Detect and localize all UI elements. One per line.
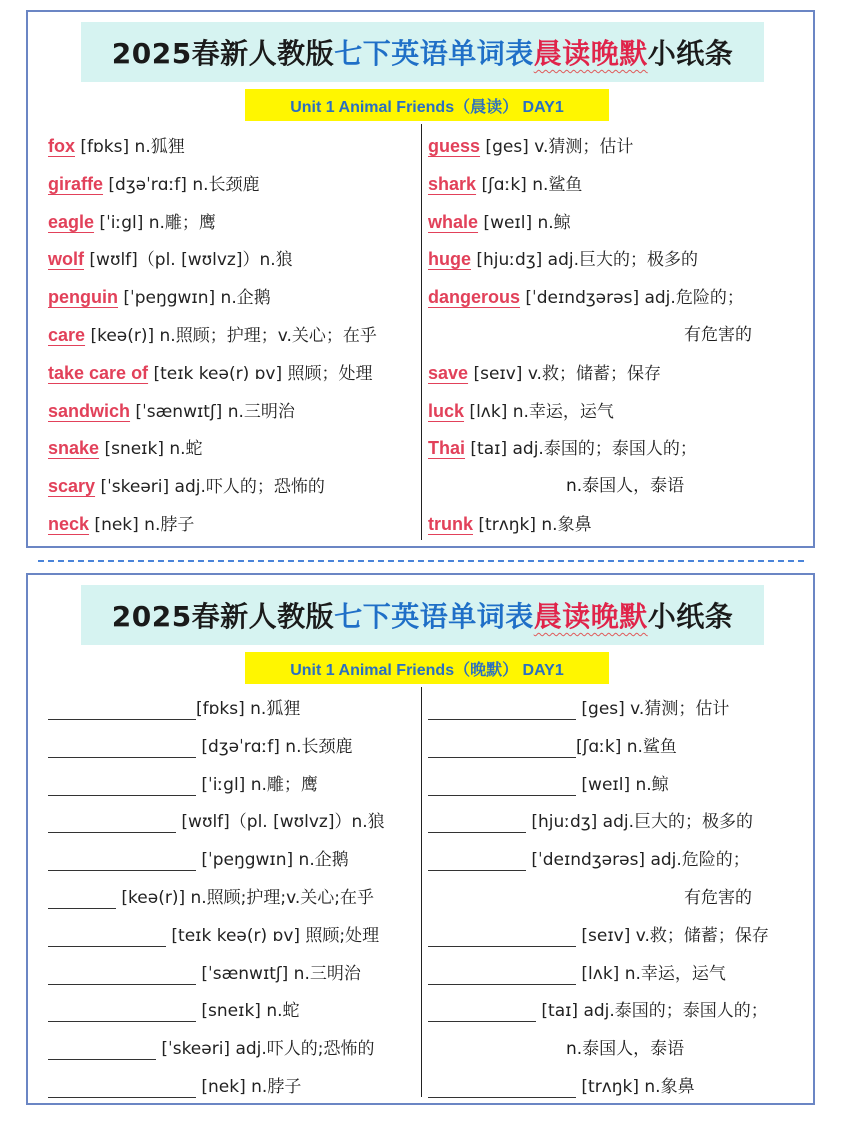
list-item <box>428 842 808 880</box>
phonetic-definition: [ˈdeɪndʒərəs] adj.危险的； <box>520 288 744 309</box>
phonetic-definition: [teɪk keə(r) ɒv] 照顾；处理 <box>148 363 373 384</box>
list-item <box>428 993 808 1031</box>
vocab-word: whale <box>428 211 479 232</box>
morning-card <box>26 10 815 548</box>
list-item <box>48 393 418 431</box>
list-item <box>428 880 808 918</box>
left-word-column <box>48 128 418 544</box>
list-item <box>48 767 418 805</box>
list-item <box>428 166 808 204</box>
fill-blank[interactable] <box>428 850 526 871</box>
phonetic-definition: [dʒəˈrɑːf] n.长颈鹿 <box>103 174 260 195</box>
title-part-1: 2025春新人教版 <box>111 37 335 70</box>
unit-subtitle: Unit 1 Animal Friends（晚默） DAY1 <box>245 652 609 684</box>
fill-blank[interactable] <box>428 926 576 947</box>
vocab-word: snake <box>48 438 100 459</box>
list-item <box>48 842 418 880</box>
list-item <box>48 804 418 842</box>
phonetic-definition: [weɪl] n.鲸 <box>576 774 669 795</box>
list-item <box>428 128 808 166</box>
phonetic-definition: [ˈsænwɪtʃ] n.三明治 <box>196 963 361 984</box>
phonetic-definition: [taɪ] adj.泰国的；泰国人的； <box>465 439 697 460</box>
phonetic-definition: [ˈskeəri] adj.吓人的；恐怖的 <box>95 477 325 498</box>
phonetic-definition: [trʌŋk] n.象鼻 <box>576 1076 695 1097</box>
phonetic-definition: [weɪl] n.鲸 <box>478 212 571 233</box>
list-item <box>48 279 418 317</box>
phonetic-definition: [taɪ] adj.泰国的；泰国人的； <box>536 1001 768 1022</box>
vocab-word: neck <box>48 513 90 534</box>
phonetic-definition: [ʃɑːk] n.鲨鱼 <box>476 174 583 195</box>
phonetic-definition: [wʊlf]（pl. [wʊlvz]）n.狼 <box>84 250 293 271</box>
right-blank-column <box>428 691 808 1107</box>
phonetic-definition: [ˈskeəri] adj.吓人的;恐怖的 <box>156 1039 375 1060</box>
cut-line <box>38 560 804 562</box>
fill-blank[interactable] <box>428 775 576 796</box>
vocab-word: fox <box>48 136 75 156</box>
vocab-word: sandwich <box>48 400 131 421</box>
phonetic-definition: [trʌŋk] n.象鼻 <box>473 514 592 535</box>
fill-blank[interactable] <box>428 737 576 758</box>
phonetic-definition: [nek] n.脖子 <box>196 1076 302 1097</box>
title-part-4: 小纸条 <box>647 600 734 633</box>
list-item <box>48 204 418 242</box>
definition-continued: n.泰国人，泰语 <box>566 1039 685 1060</box>
vocab-word: care <box>48 324 86 345</box>
phonetic-definition: [ˈpeŋgwɪn] n.企鹅 <box>196 850 349 871</box>
phonetic-definition: [sneɪk] n.蛇 <box>196 1001 300 1022</box>
phonetic-definition: [wʊlf]（pl. [wʊlvz]）n.狼 <box>176 812 385 833</box>
phonetic-definition: [ges] v.猜测；估计 <box>480 137 634 157</box>
list-item <box>48 729 418 767</box>
column-divider <box>421 124 422 540</box>
list-item <box>48 956 418 994</box>
title-part-4: 小纸条 <box>647 37 734 70</box>
vocab-word: save <box>428 362 469 383</box>
definition-continued: 有危害的 <box>684 324 752 345</box>
title-part-3: 晨读晚默 <box>533 37 648 70</box>
phonetic-definition: [fɒks] n.狐狸 <box>196 699 301 719</box>
definition-continued: n.泰国人，泰语 <box>566 476 685 497</box>
list-item <box>48 355 418 393</box>
list-item <box>48 430 418 468</box>
list-item <box>428 355 808 393</box>
fill-blank[interactable] <box>48 964 196 985</box>
left-blank-column <box>48 691 418 1107</box>
fill-blank[interactable] <box>48 775 196 796</box>
fill-blank[interactable] <box>48 812 176 833</box>
vocab-word: huge <box>428 249 471 270</box>
vocab-word: Thai <box>428 438 466 459</box>
phonetic-definition: [teɪk keə(r) ɒv] 照顾;处理 <box>166 925 380 946</box>
title-part-2: 七下英语单词表 <box>334 600 534 633</box>
definition-continued: 有危害的 <box>684 887 752 908</box>
vocab-word: shark <box>428 173 477 194</box>
list-item <box>428 767 808 805</box>
right-word-column <box>428 128 808 544</box>
list-item <box>428 956 808 994</box>
phonetic-definition: [keə(r)] n.照顾；护理；v.关心；在乎 <box>85 325 377 346</box>
list-item <box>428 729 808 767</box>
phonetic-definition: [dʒəˈrɑːf] n.长颈鹿 <box>196 736 353 757</box>
fill-blank[interactable] <box>48 850 196 871</box>
list-item <box>48 468 418 506</box>
vocab-word: penguin <box>48 287 118 308</box>
title-band <box>81 585 764 645</box>
phonetic-definition: [ˈiːgl] n.雕；鹰 <box>94 212 216 233</box>
list-item <box>48 691 418 729</box>
fill-blank[interactable] <box>48 888 116 909</box>
title-part-2: 七下英语单词表 <box>334 37 534 70</box>
vocab-word: wolf <box>48 249 84 270</box>
phonetic-definition: [ˈpeŋgwɪn] n.企鹅 <box>118 288 271 309</box>
phonetic-definition: [nek] n.脖子 <box>89 514 195 535</box>
list-item <box>48 1069 418 1107</box>
list-item <box>428 1069 808 1107</box>
fill-blank[interactable] <box>48 1039 156 1060</box>
list-item <box>48 1031 418 1069</box>
list-item <box>48 880 418 918</box>
list-item <box>428 691 808 729</box>
vocab-word: eagle <box>48 211 95 232</box>
fill-blank[interactable] <box>48 1077 196 1098</box>
list-item <box>48 918 418 956</box>
list-item <box>428 804 808 842</box>
vocab-word: take care of <box>48 362 149 383</box>
list-item <box>48 506 418 544</box>
phonetic-definition: [ges] v.猜测；估计 <box>576 699 730 719</box>
phonetic-definition: [ˈiːgl] n.雕；鹰 <box>196 774 318 795</box>
title-part-3: 晨读晚默 <box>533 600 648 633</box>
list-item <box>428 241 808 279</box>
vocab-word: guess <box>428 136 481 156</box>
phonetic-definition: [lʌk] n.幸运，运气 <box>576 963 726 984</box>
phonetic-definition: [keə(r)] n.照顾;护理;v.关心;在乎 <box>116 887 374 908</box>
fill-blank[interactable] <box>428 1077 576 1098</box>
page-title <box>112 595 733 635</box>
fill-blank[interactable] <box>48 926 166 947</box>
phonetic-definition: [lʌk] n.幸运，运气 <box>464 401 614 422</box>
vocab-word: trunk <box>428 513 473 534</box>
column-divider <box>421 687 422 1097</box>
list-item <box>428 468 808 506</box>
list-item <box>48 166 418 204</box>
phonetic-definition: [seɪv] v.救；储蓄；保存 <box>468 363 661 384</box>
list-item <box>428 918 808 956</box>
phonetic-definition: [seɪv] v.救；储蓄；保存 <box>576 925 769 946</box>
fill-blank[interactable] <box>48 737 196 758</box>
vocab-word: dangerous <box>428 287 521 308</box>
vocab-word: scary <box>48 476 96 497</box>
fill-blank[interactable] <box>428 964 576 985</box>
vocab-word: giraffe <box>48 173 104 194</box>
list-item <box>428 317 808 355</box>
phonetic-definition: [hjuːdʒ] adj.巨大的；极多的 <box>471 250 699 271</box>
list-item <box>428 506 808 544</box>
fill-blank[interactable] <box>48 1001 196 1022</box>
list-item <box>48 241 418 279</box>
phonetic-definition: [ˈdeɪndʒərəs] adj.危险的； <box>526 850 750 871</box>
phonetic-definition: [fɒks] n.狐狸 <box>75 137 185 157</box>
evening-card <box>26 573 815 1105</box>
list-item <box>428 430 808 468</box>
title-part-1: 2025春新人教版 <box>111 600 335 633</box>
page-title <box>112 32 733 72</box>
unit-subtitle: Unit 1 Animal Friends（晨读） DAY1 <box>245 89 609 121</box>
phonetic-definition: [ˈsænwɪtʃ] n.三明治 <box>130 401 295 422</box>
fill-blank[interactable] <box>428 812 526 833</box>
fill-blank[interactable] <box>428 699 576 720</box>
list-item <box>428 279 808 317</box>
list-item <box>48 317 418 355</box>
list-item <box>428 204 808 242</box>
vocab-word: luck <box>428 400 465 421</box>
phonetic-definition: [sneɪk] n.蛇 <box>99 439 203 460</box>
phonetic-definition: [hjuːdʒ] adj.巨大的；极多的 <box>526 812 754 833</box>
phonetic-definition: [ʃɑːk] n.鲨鱼 <box>576 736 677 757</box>
fill-blank[interactable] <box>428 1001 536 1022</box>
list-item <box>48 128 418 166</box>
fill-blank[interactable] <box>48 699 196 720</box>
list-item <box>428 393 808 431</box>
list-item <box>428 1031 808 1069</box>
title-band <box>81 22 764 82</box>
list-item <box>48 993 418 1031</box>
